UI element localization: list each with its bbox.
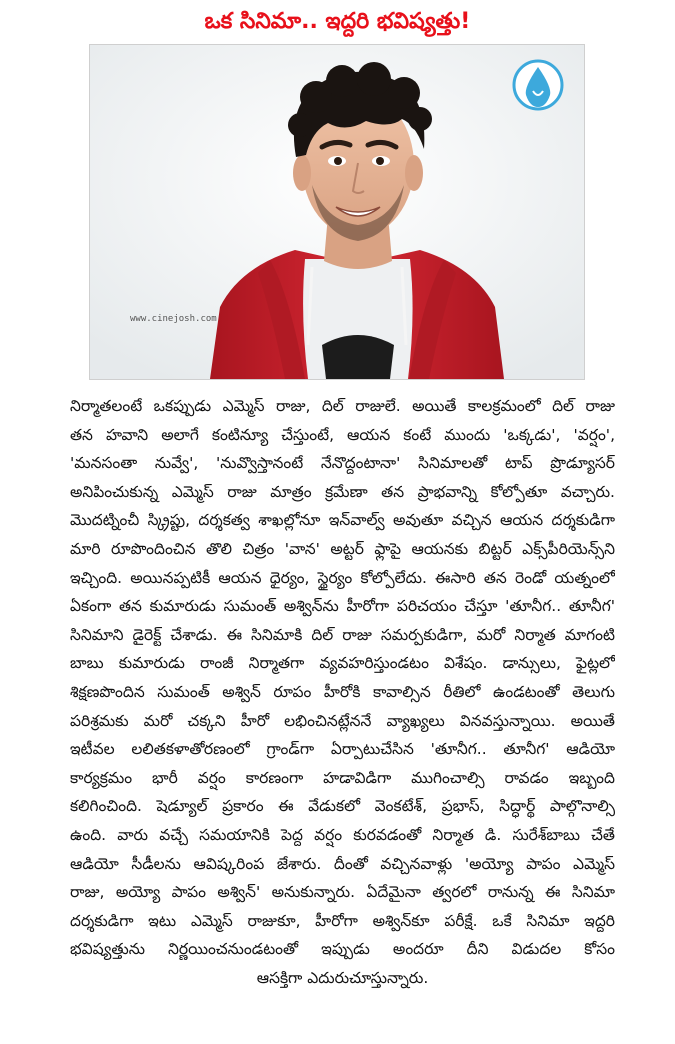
article-line: సినిమాని డైరెక్ట్ చేశాడు. ఈ సినిమాకి దిల్ రాజు సమర్పకుడిగా, మరో నిర్మాత మాగంటి <box>70 625 615 644</box>
article-line: కార్యక్రమం భారీ వర్షం కారణంగా హడావిడిగా ముగించాల్సి రావడం ఇబ్బంది <box>70 768 615 787</box>
article-line: ఇటీవల లలితకళాతోరణంలో గ్రాండ్‌గా ఏర్పాటుచేసిన 'తూనీగ.. తూనీగ' ఆడియో <box>70 740 615 759</box>
article-line: మారి రూపొందించిన తొలి చిత్రం 'వాన' అట్టర్ ఫ్లాపై ఆయనకు బిట్టర్ ఎక్స్‌పీరియెన్స్‌ని <box>70 539 615 558</box>
article-line: బాబు కుమారుడు రాంజీ నిర్మాతగా వ్యవహరిస్తుండటం విశేషం. డాన్సులు, ఫైట్లలో <box>70 654 615 673</box>
article-line: దర్శకుడిగా ఇటు ఎమ్మెస్ రాజుకూ, హీరోగా అశ్విన్‌కూ పరీక్షే. ఒకే సినిమా ఇద్దరి <box>70 911 615 930</box>
article-body <box>70 392 615 992</box>
page-title: ఒక సినిమా.. ఇద్దరి భవిష్యత్తు! <box>204 9 471 34</box>
article-photo <box>89 44 585 380</box>
article-line: ఇచ్చింది. అయినప్పటికీ ఆయన ధైర్యం, స్థైర్యం కోల్పోలేదు. ఈసారి తన రెండో యత్నంలో <box>70 568 615 587</box>
article-line: ఏకంగా తన కుమారుడు సుమంత్ అశ్విన్‌ను హీరోగా పరిచయం చేస్తూ 'తూనీగ.. తూనీగ' <box>70 597 615 616</box>
water-drop-logo-icon <box>514 61 562 109</box>
article-line: పరిశ్రమకు మరో చక్కని హీరో లభించినట్లేననే వ్యాఖ్యలు వినవస్తున్నాయి. అయితే <box>70 711 615 730</box>
article-line: శిక్షణపొందిన సుమంత్ అశ్విన్ రూపం హీరోకి కావాల్సిన రీతిలో ఉండటంతో తెలుగు <box>70 682 615 701</box>
article-line: తన హవాని అలాగే కంటిన్యూ చేస్తుంటే, ఆయన కంటే ముందు 'ఒక్కడు', 'వర్షం', <box>70 425 615 444</box>
article-line: ఆసక్తిగా ఎదురుచూస్తున్నారు. <box>256 968 429 987</box>
article-line: అనిపించుకున్న ఎమ్మెస్ రాజు మాత్రం క్రమేణా తన ప్రాభవాన్ని కోల్పోతూ వచ్చారు. <box>70 482 615 501</box>
photo-watermark: www.cinejosh.com <box>130 314 217 324</box>
article-line: ఆడియో సీడీలను ఆవిష్కరింప జేశారు. దీంతో వచ్చినవాళ్లు 'అయ్యో పాపం ఎమ్మెస్ <box>70 854 615 873</box>
person-torso-icon <box>210 250 504 379</box>
article-line: రాజు, అయ్యో పాపం అశ్విన్' అనుకున్నారు. ఏదేమైనా త్వరలో రానున్న ఈ సినిమా <box>70 883 615 902</box>
article-line: భవిష్యత్తును నిర్ణయించనుండటంతో ఇప్పుడు అందరూ దీని విడుదల కోసం <box>70 940 615 959</box>
article-line: ఉంది. వారు వచ్చే సమయానికి పెద్ద వర్షం కురవడంతో నిర్మాత డి. సురేశ్‌బాబు చేతే <box>70 825 615 844</box>
article-line: మొదట్నించీ స్క్రిప్టు, దర్శకత్వ శాఖల్లోనూ ఇన్‌వాల్వ్ అవుతూ వచ్చిన ఆయన దర్శకుడిగా <box>70 511 615 530</box>
article-line: 'మనసంతా నువ్వే', 'నువ్వొస్తానంటే నేనొద్దంటానా' సినిమాలతో టాప్ ప్రొడ్యూసర్ <box>70 454 615 473</box>
article-line: నిర్మాతలంటే ఒకప్పుడు ఎమ్మెస్ రాజు, దిల్ రాజులే. అయితే కాలక్రమంలో దిల్ రాజు <box>70 397 615 415</box>
article-line: కలిగించింది. షెడ్యూల్ ప్రకారం ఈ వేడుకలో వెంకటేశ్, ప్రభాస్, సిద్ధార్థ్ పాల్గొనాల్సి <box>70 797 615 816</box>
